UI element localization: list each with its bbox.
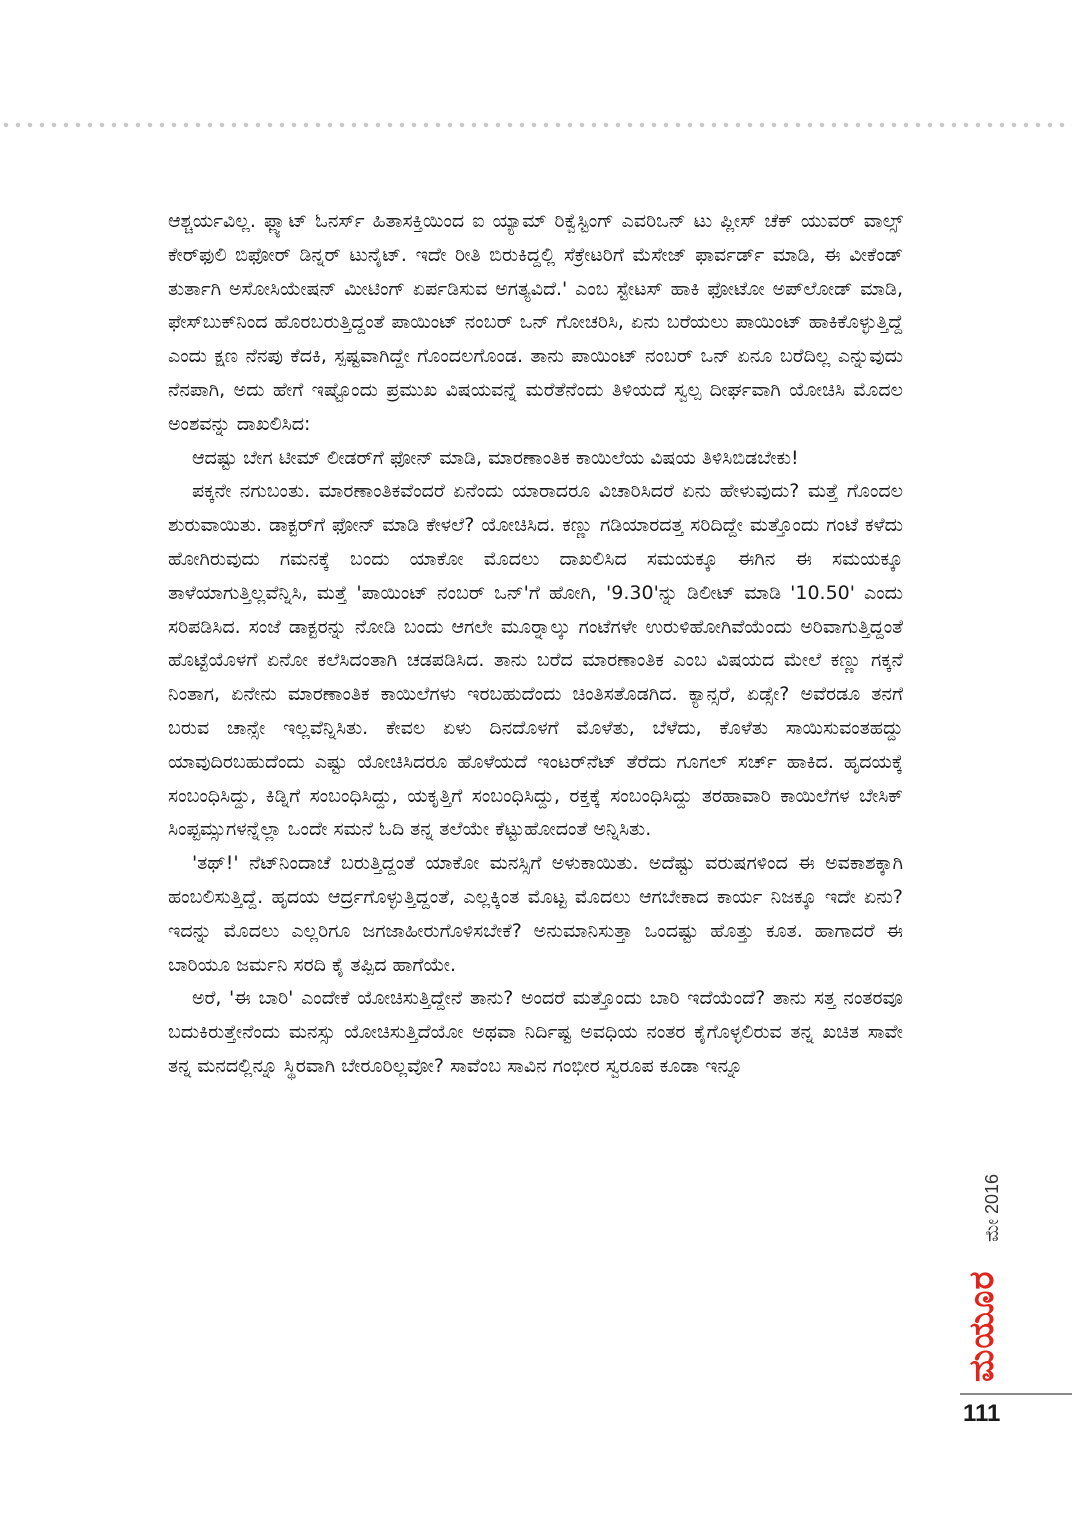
page-number-rule: [960, 1393, 1072, 1395]
magazine-logo: ಮಯೂರ: [962, 1270, 1002, 1382]
page-number: 111: [963, 1400, 1001, 1427]
article-paragraph: ಅರೆ, 'ಈ ಬಾರಿ' ಎಂದೇಕೆ ಯೋಚಿಸುತ್ತಿದ್ದೇನೆ ತಾನು? ಅಂದರೆ ಮತ್ತೊಂದು ಬಾರಿ ಇದೆಯೆಂದೆ? ತಾನು ಸತ್ತ ನಂತರವೂ ಬದುಕಿರುತ್ತೇನೆಂದು ಮನಸ್ಸು ಯೋಚಿಸುತ್ತಿದೆಯೋ ಅಥವಾ ನಿರ್ದಿಷ್ಟ ಅವಧಿಯ ನಂತರ ಕೈಗೊಳ್ಳಲಿರುವ ತನ್ನ ಖಚಿತ ಸಾವೇ ತನ್ನ ಮನದಲ್ಲಿನ್ನೂ ಸ್ಥಿರವಾಗಿ ಬೇರೂರಿಲ್ಲವೋ? ಸಾವೆಂಬ ಸಾವಿನ ಗಂಭೀರ ಸ್ವರೂಪ ಕೂಡಾ ಇನ್ನೂ: [168, 987, 903, 1077]
top-dotted-rule: [0, 122, 1072, 128]
issue-date: ಮೇ 2016: [982, 1173, 1002, 1242]
article-paragraph: ಆದಷ್ಟು ಬೇಗ ಟೀಮ್ ಲೀಡರ್‌ಗೆ ಫೋನ್ ಮಾಡಿ, ಮಾರಣಾಂತಿಕ ಕಾಯಿಲೆಯ ವಿಷಯ ತಿಳಿಸಿಬಿಡಬೇಕು!: [192, 446, 799, 469]
article-body: [168, 205, 903, 1084]
article-paragraph: ಆಶ್ಚರ್ಯವಿಲ್ಲ. ಫ್ಲ್ಯಾಟ್ ಓನರ್ಸ್ ಹಿತಾಸಕ್ತಿಯಿಂದ ಐ ಯ್ಯಾಮ್ ರಿಕ್ವೆಸ್ಟಿಂಗ್ ಎವರಿಒನ್ ಟು ಪ್ಲೀಸ್ ಚೆಕ್ ಯುವರ್ ವಾಲ್ಸ್ ಕೇರ್‌ಫುಲಿ ಬಿಫೋರ್ ಡಿನ್ನರ್ ಟುನೈಟ್. ಇದೇ ರೀತಿ ಬಿರುಕಿದ್ದಲ್ಲಿ ಸೆಕ್ರೇಟರಿಗೆ ಮೆಸೇಜ್ ಫಾರ್ವರ್ಡ್ ಮಾಡಿ, ಈ ವೀಕೆಂಡ್ ತುರ್ತಾಗಿ ಅಸೋಸಿಯೇಷನ್ ಮೀಟಿಂಗ್ ಏರ್ಪಡಿಸುವ ಅಗತ್ಯವಿದೆ.' ಎಂಬ ಸ್ಟೇಟಸ್ ಹಾಕಿ ಫೋಟೋ ಅಪ್‌ಲೋಡ್ ಮಾಡಿ, ಫೇಸ್‌ಬುಕ್‌ನಿಂದ ಹೊರಬರುತ್ತಿದ್ದಂತೆ ಪಾಯಿಂಟ್ ನಂಬರ್ ಒನ್ ಗೋಚರಿಸಿ, ಏನು ಬರೆಯಲು ಪಾಯಿಂಟ್ ಹಾಕಿಕೊಳ್ಳುತ್ತಿದ್ದೆ ಎಂದು ಕ್ಷಣ ನೆನಪು ಕೆದಕಿ, ಸ್ಪಷ್ಟವಾಗಿದ್ದೇ ಗೊಂದಲಗೊಂಡ. ತಾನು ಪಾಯಿಂಟ್ ನಂಬರ್ ಒನ್ ಏನೂ ಬರೆದಿಲ್ಲ ಎನ್ನುವುದು ನೆನಪಾಗಿ, ಅದು ಹೇಗೆ ಇಷ್ಟೊಂದು ಪ್ರಮುಖ ವಿಷಯವನ್ನೆ ಮರೆತೆನೆಂದು ತಿಳಿಯದೆ ಸ್ವಲ್ಪ ದೀರ್ಘವಾಗಿ ಯೋಚಿಸಿ ಮೊದಲ ಅಂಶವನ್ನು ದಾಖಲಿಸಿದ:: [168, 210, 903, 435]
article-paragraph: ಪಕ್ಕನೇ ನಗುಬಂತು. ಮಾರಣಾಂತಿಕವೆಂದರೆ ಏನೆಂದು ಯಾರಾದರೂ ವಿಚಾರಿಸಿದರೆ ಏನು ಹೇಳುವುದು? ಮತ್ತೆ ಗೊಂದಲ ಶುರುವಾಯಿತು. ಡಾಕ್ಟರ್‌ಗೆ ಫೋನ್ ಮಾಡಿ ಕೇಳಲೆ? ಯೋಚಿಸಿದ. ಕಣ್ಣು ಗಡಿಯಾರದತ್ತ ಸರಿದಿದ್ದೇ ಮತ್ತೊಂದು ಗಂಟೆ ಕಳೆದು ಹೋಗಿರುವುದು ಗಮನಕ್ಕೆ ಬಂದು ಯಾಕೋ ಮೊದಲು ದಾಖಲಿಸಿದ ಸಮಯಕ್ಕೂ ಈಗಿನ ಈ ಸಮಯಕ್ಕೂ ತಾಳೆಯಾಗುತ್ತಿಲ್ಲವೆನ್ನಿಸಿ, ಮತ್ತೆ 'ಪಾಯಿಂಟ್ ನಂಬರ್ ಒನ್'ಗೆ ಹೋಗಿ, '9.30'ನ್ನು ಡಿಲೀಟ್ ಮಾಡಿ '10.50' ಎಂದು ಸರಿಪಡಿಸಿದ. ಸಂಜೆ ಡಾಕ್ಟರನ್ನು ನೋಡಿ ಬಂದು ಆಗಲೇ ಮೂರ್‍ನಾಲ್ಕು ಗಂಟೆಗಳೇ ಉರುಳಿಹೋಗಿವೆಯೆಂದು ಅರಿವಾಗುತ್ತಿದ್ದಂತೆ ಹೊಟ್ಟೆಯೊಳಗೆ ಏನೋ ಕಲೆಸಿದಂತಾಗಿ ಚಡಪಡಿಸಿದ. ತಾನು ಬರೆದ ಮಾರಣಾಂತಿಕ ಎಂಬ ವಿಷಯದ ಮೇಲೆ ಕಣ್ಣು ಗಕ್ಕನೆ ನಿಂತಾಗ, ಏನೇನು ಮಾರಣಾಂತಿಕ ಕಾಯಿಲೆಗಳು ಇರಬಹುದೆಂದು ಚಿಂತಿಸತೊಡಗಿದ. ಕ್ಯಾನ್ಸರೆ, ಏಡ್ಸೇ? ಅವೆರಡೂ ತನಗೆ ಬರುವ ಚಾನ್ಸೇ ಇಲ್ಲವೆನ್ನಿಸಿತು. ಕೇವಲ ಏಳು ದಿನದೊಳಗೆ ಮೊಳೆತು, ಬೆಳೆದು, ಕೊಳೆತು ಸಾಯಿಸುವಂತಹದ್ದು ಯಾವುದಿರಬಹುದೆಂದು ಎಷ್ಟು ಯೋಚಿಸಿದರೂ ಹೊಳೆಯದೆ ಇಂಟರ್‌ನೆಟ್ ತೆರೆದು ಗೂಗಲ್ ಸರ್ಚ್ ಹಾಕಿದ. ಹೃದಯಕ್ಕೆ ಸಂಬಂಧಿಸಿದ್ದು, ಕಿಡ್ನಿಗೆ ಸಂಬಂಧಿಸಿದ್ದು, ಯಕೃತ್ತಿಗೆ ಸಂಬಂಧಿಸಿದ್ದು, ರಕ್ತಕ್ಕೆ ಸಂಬಂಧಿಸಿದ್ದು ತರಹಾವಾರಿ ಕಾಯಿಲೆಗಳ ಬೇಸಿಕ್ ಸಿಂಪ್ಟಮ್ಸುಗಳನ್ನೆಲ್ಲಾ ಒಂದೇ ಸಮನೆ ಓದಿ ತನ್ನ ತಲೆಯೇ ಕೆಟ್ಟುಹೋದಂತೆ ಅನ್ನಿಸಿತು.: [168, 480, 903, 841]
article-paragraph: 'ತಥ್!' ನೆಟ್‌ನಿಂದಾಚೆ ಬರುತ್ತಿದ್ದಂತೆ ಯಾಕೋ ಮನಸ್ಸಿಗೆ ಅಳುಕಾಯಿತು. ಅದೆಷ್ಟು ವರುಷಗಳಿಂದ ಈ ಅವಕಾಶಕ್ಕಾಗಿ ಹಂಬಲಿಸುತ್ತಿದ್ದೆ. ಹೃದಯ ಆರ್ದ್ರಗೊಳ್ಳುತ್ತಿದ್ದಂತೆ, ಎಲ್ಲಕ್ಕಿಂತ ಮೊಟ್ಟ ಮೊದಲು ಆಗಬೇಕಾದ ಕಾರ್ಯ ನಿಜಕ್ಕೂ ಇದೇ ಏನು? ಇದನ್ನು ಮೊದಲು ಎಲ್ಲರಿಗೂ ಜಗಜಾಹೀರುಗೊಳಿಸಬೇಕೆ? ಅನುಮಾನಿಸುತ್ತಾ ಒಂದಷ್ಟು ಹೊತ್ತು ಕೂತ. ಹಾಗಾದರೆ ಈ ಬಾರಿಯೂ ಜರ್ಮನಿ ಸರದಿ ಕೈ ತಪ್ಪಿದ ಹಾಗೆಯೇ.: [168, 852, 903, 976]
